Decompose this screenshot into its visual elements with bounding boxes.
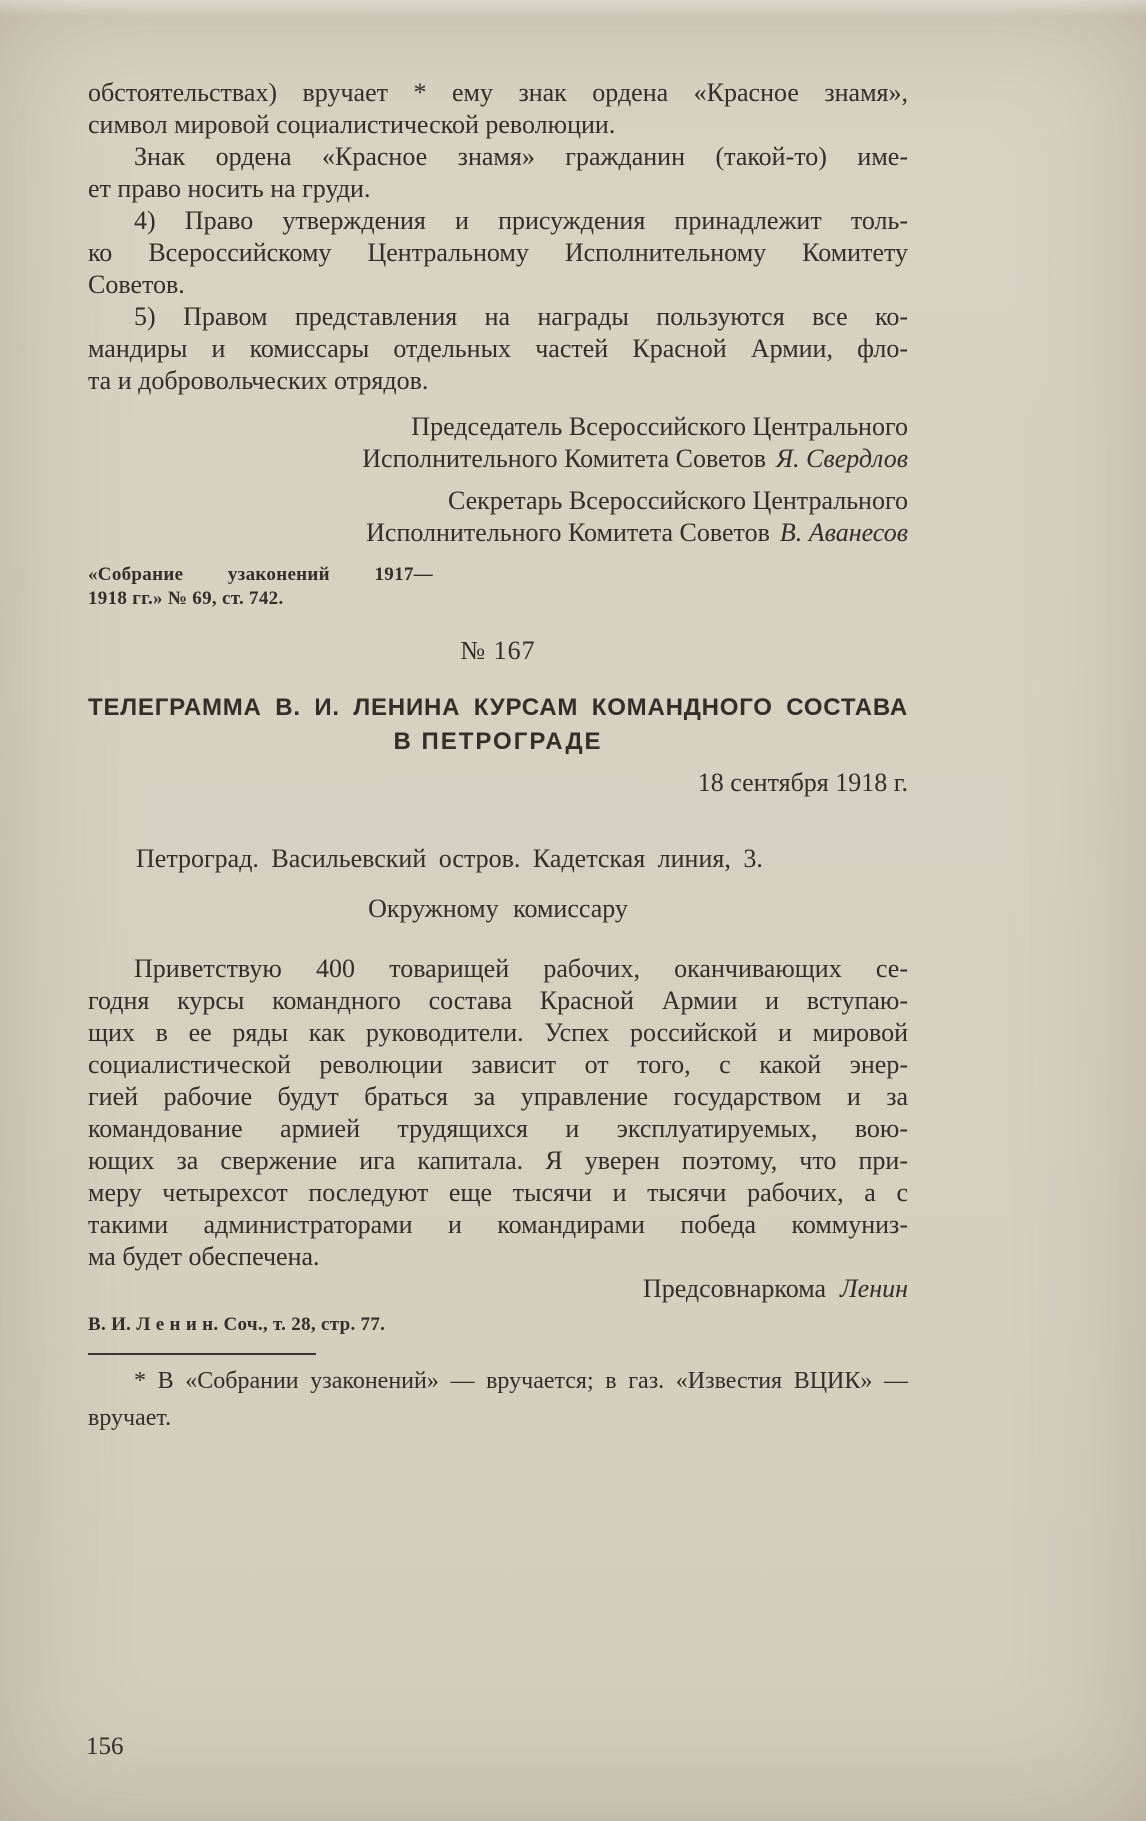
text-line: Знак ордена «Красное знамя» гражданин (такой-то) име-: [134, 142, 908, 171]
page-content: [88, 0, 908, 1437]
text-line: гией рабочие будут браться за управление государством и за: [88, 1082, 908, 1111]
text-line: 4) Право утверждения и присуждения принадлежит толь-: [134, 206, 908, 235]
text-line: ющих за свержение ига капитала. Я уверен поэтому, что при-: [88, 1146, 908, 1175]
text-line: ет право носить на груди.: [88, 174, 371, 203]
signature-line: [88, 517, 908, 549]
text-line: щих в ее ряды как руководители. Успех российской и мировой: [88, 1018, 908, 1047]
telegram-signature: [88, 1273, 908, 1305]
decree-paragraph: [88, 141, 908, 205]
text-line: такими администраторами и командирами победа коммуниз-: [88, 1210, 908, 1239]
decree-paragraph: [88, 205, 908, 301]
telegram-address: Петроград. Васильевский остров. Кадетская линия, 3.: [136, 844, 763, 873]
text-line: ко Всероссийскому Центральному Исполнительному Комитету: [88, 238, 908, 267]
text-line: социалистической революции зависит от того, с какой энер-: [88, 1050, 908, 1079]
decree-source-citation: [88, 563, 433, 611]
text-line: «Собрание узаконений 1917—: [88, 564, 433, 585]
text-line: Советов.: [88, 270, 185, 299]
signature-role: Исполнительного Комитета Советов: [366, 518, 770, 547]
text-line: вручает.: [88, 1405, 172, 1431]
signature-line: [88, 443, 908, 475]
text-line: годня курсы командного состава Красной Армии и вступаю-: [88, 986, 908, 1015]
footnote-divider: [88, 1353, 316, 1355]
signature-line: Председатель Всероссийского Центрального: [411, 412, 908, 441]
doc-number: № 167: [460, 636, 536, 665]
signature-block-chairman: [88, 411, 908, 475]
text-line: ма будет обеспечена.: [88, 1242, 320, 1271]
page-number: 156: [86, 1733, 124, 1760]
signature-line: Секретарь Всероссийского Центрального: [447, 486, 908, 515]
signature-name: В. Аванесов: [779, 518, 908, 547]
telegram-body: [88, 953, 908, 1273]
text-line: командование армией трудящихся и эксплуатируемых, вою-: [88, 1114, 908, 1143]
text-line: 1918 гг.» № 69, ст. 742.: [88, 588, 284, 609]
telegram-title: [88, 691, 908, 759]
text-line: та и добровольческих отрядов.: [88, 366, 429, 395]
decree-paragraph: [88, 77, 908, 141]
text-line: * В «Собрании узаконений» — вручается; в газ. «Известия ВЦИК» —: [134, 1368, 908, 1394]
signature-name: Я. Свердлов: [775, 444, 908, 473]
text-line: обстоятельствах) вручает * ему знак ордена «Красное знамя»,: [88, 78, 908, 107]
telegram-title-line: В ПЕТРОГРАДЕ: [393, 728, 603, 755]
signature-block-secretary: [88, 485, 908, 549]
signature-name: Ленин: [840, 1274, 908, 1303]
text-line: Приветствую 400 товарищей рабочих, оканчивающих се-: [134, 954, 908, 983]
signature-role: Предсовнаркома: [642, 1274, 827, 1303]
text-line: 5) Правом представления на награды пользуются все ко-: [134, 302, 908, 331]
signature-role: Исполнительного Комитета Советов: [362, 444, 766, 473]
footnote: [88, 1363, 908, 1437]
decree-paragraph: [88, 301, 908, 397]
text-line: символ мировой социалистической революции.: [88, 110, 616, 139]
telegram-salutation: Окружному комиссару: [368, 894, 628, 923]
text-line: меру четырехсот последуют еще тысячи и тысячи рабочих, а с: [88, 1178, 908, 1207]
telegram-title-line: ТЕЛЕГРАММА В. И. ЛЕНИНА КУРСАМ КОМАНДНОГО СОСТАВА: [88, 694, 908, 721]
lenin-works-citation: В. И. Л е н и н. Соч., т. 28, стр. 77.: [88, 1314, 386, 1335]
telegram-date: 18 сентября 1918 г.: [697, 768, 908, 797]
text-line: мандиры и комиссары отдельных частей Красной Армии, фло-: [88, 334, 908, 363]
